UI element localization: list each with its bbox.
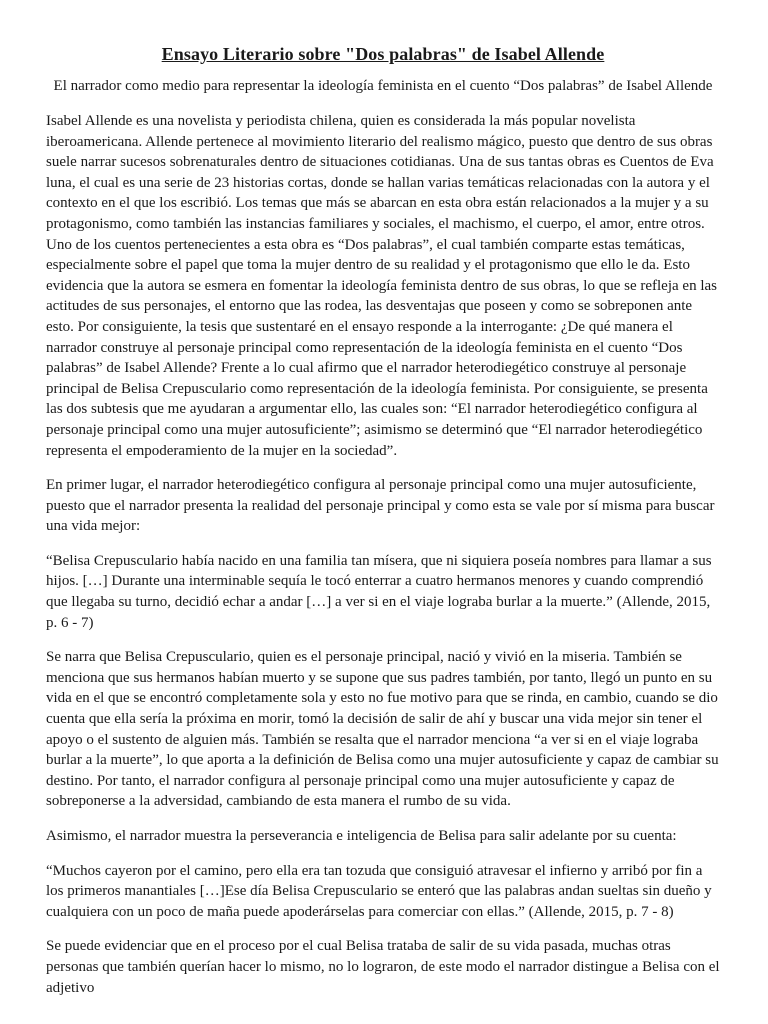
- paragraph-analysis: Se narra que Belisa Crepusculario, quien es el personaje principal, nació y vivió en la miseria. También se menciona que sus hermanos habían muerto y se supone que sus padres también, por tanto, llegó un punto en su vida en el que se encontró completamente sola y esto no fue motivo para que se rinda, en cambio, cuando se dio cuenta que ella sería la próxima en morir, tomó la decisión de salir de ahí y buscar una vida mejor sin tener el apoyo o el sustento de alguien más. También se resalta que el narrador menciona “a ver si en el viaje lograba burlar a la muerte”, lo que aporta a la definición de Belisa como una mujer autosuficiente y capaz de cambiar su destino. Por tanto, el narrador configura al personaje principal como una mujer autosuficiente y capaz de sobreponerse a la adversidad, cambiando de esta manera el rumbo de su vida.: [46, 649, 719, 810]
- paragraph-continuation: Se puede evidenciar que en el proceso por el cual Belisa trataba de salir de su vida pasada, muchas otras personas que también querían hacer lo mismo, no lo lograron, de este modo el narrador distingue a Belisa con el adjetivo: [46, 938, 720, 996]
- paragraph-introduction: Isabel Allende es una novelista y periodista chilena, quien es considerada la más popular novelista iberoamericana. Allende pertenece al movimiento literario del realismo mágico, puesto que dentro de sus obras suele narrar sucesos sobrenaturales dentro de situaciones cotidianas. Una de sus tantas obras es Cuentos de Eva luna, el cual es una serie de 23 historias cortas, donde se hallan varias temáticas relacionadas con la autora y el contexto en el que los escribió. Los temas que más se abarcan en esta obra están relacionados a la mujer y a su protagonismo, como también las instancias familiares y sociales, el machismo, el cuerpo, el amor, entre otros. Uno de los cuentos pertenecientes a esta obra es “Dos palabras”, el cual también comparte estas temáticas, especialmente sobre el papel que toma la mujer dentro de su realidad y el protagonismo que ello le da. Esto evidencia que la autora se esmera en fomentar la ideología feminista dentro de sus obras, lo que se refleja en las actitudes de sus personajes, el entorno que las rodea, las desventajas que poseen y como se sobreponen ante esto. Por consiguiente, la tesis que sustentaré en el ensayo responde a la interrogante: ¿De qué manera el narrador construye al personaje principal como representación de la ideología feminista en el cuento “Dos palabras” de Isabel Allende? Frente a lo cual afirmo que el narrador heterodiegético construye al personaje principal de Belisa Crepusculario como representación de la ideología feminista. Por consiguiente, se presenta las dos subtesis que me ayudaran a argumentar ello, las cuales son: “El narrador heterodiegético configura al personaje principal como una mujer autosuficiente”; asimismo se determinó que “El narrador heterodiegético representa el empoderamiento de la mujer en la sociedad”.: [46, 113, 717, 459]
- document-title: Ensayo Literario sobre "Dos palabras" de Isabel Allende: [161, 44, 605, 64]
- paragraph-perseverance: Asimismo, el narrador muestra la perseverancia e inteligencia de Belisa para salir adelante por su cuenta:: [46, 828, 677, 844]
- document-subtitle: El narrador como medio para representar la ideología feminista en el cuento “Dos palabras” de Isabel Allende: [53, 78, 713, 94]
- quote-first: “Belisa Crepusculario había nacido en una familia tan mísera, que ni siquiera poseía nombres para llamar a sus hijos. […] Durante una interminable sequía le tocó enterrar a cuatro hermanos menores y cuando comprendió que llegaba su turno, decidió echar a andar […] a ver si en el viaje lograba burlar a la muerte.” (Allende, 2015, p. 6 - 7): [46, 552, 712, 631]
- quote-second: “Muchos cayeron por el camino, pero ella era tan tozuda que consiguió atravesar el infierno y arribó por fin a los primeros manantiales […]Ese día Belisa Crepusculario se enteró que las palabras andan sueltas sin dueño y cualquiera con un poco de maña puede apoderárselas para comerciar con ellas.” (Allende, 2015, p. 7 - 8): [46, 862, 712, 920]
- paragraph-first-argument: En primer lugar, el narrador heterodiegético configura al personaje principal como una mujer autosuficiente, puesto que el narrador presenta la realidad del personaje principal y como esta se vale por sí misma para buscar una vida mejor:: [46, 477, 715, 535]
